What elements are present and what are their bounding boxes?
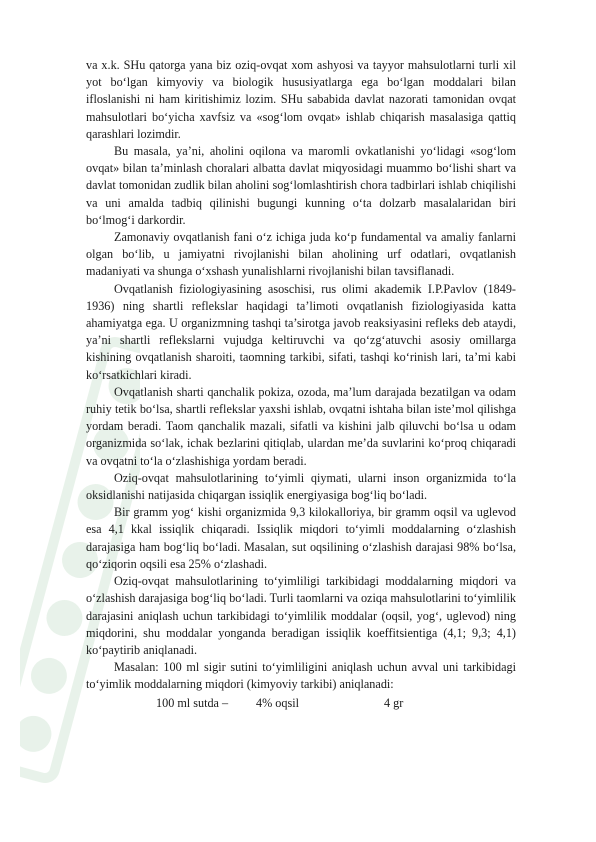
paragraph-3: Zamonaviy ovqatlanish fani o‘z ichiga juda ko‘p fundamental va amaliy fanlarni olgan bo‘lib, u jamiyatni rivojlanishi bilan aholining urf odatlari, ovqatlanish madaniyati va shunga o‘xshash yunalishlarni rivojlanishi bilan tavsiflanadi. xyxy=(86,230,516,279)
paragraph-5: Ovqatlanish sharti qanchalik pokiza, ozoda, ma’lum darajada bezatilgan va odam ruhiy tetik bo‘lsa, shartli reflekslar yaxshi ishlab, ovqatni ishtaha bilan iste’mol qilishga yordam beradi. Taom qanchalik mazali, sifatli va kishini jalb qiluvchi bo‘lsa u odam organizmida so‘lak, ichak bezlarini qitiqlab, ulardan me’da suvlarini ko‘proq chiqaradi va ovqatni to‘la o‘zlashishiga yordam beradi. xyxy=(86,384,516,468)
composition-row xyxy=(86,695,516,712)
paragraph-4: Ovqatlanish fiziologiyasining asoschisi, rus olimi akademik I.P.Pavlov (1849-1936) ning shartli reflekslar haqidagi ta’limoti ovqatlanish fiziologiyasida katta ahamiyatga ega. U organizmning tashqi ta’sirotga javob reaksiyasini refleks deb ataydi, ya’ni shartli reflekslarni vujudga keltiruvchi va qo‘zg‘atuvchi asosiy omillarga kishining ovqatlanish sharoiti, taomning tarkibi, sifati, tashqi ko‘rinish lari, ta’mi kabi ko‘rsatkichlari kiradi. xyxy=(86,281,516,382)
paragraph-7: Bir gramm yog‘ kishi organizmida 9,3 kilokalloriya, bir gramm oqsil va uglevod esa 4,1 kkal issiqlik chiqaradi. Issiqlik miqdori to‘yimli moddalarning o‘zlashish darajasiga ham bog‘liq bo‘ladi. Masalan, sut oqsilining o‘zlashish darajasi 98% bo‘lsa, qo‘ziqorin oqsili esa 25% o‘zlashadi. xyxy=(86,505,516,571)
composition-label: 100 ml sutda – xyxy=(156,695,229,710)
composition-component: 4% oqsil xyxy=(256,695,299,710)
paragraph-6: Oziq-ovqat mahsulotlarining to‘yimli qiymati, ularni inson organizmida to‘la oksidlanishi natijasida chiqargan issiqlik energiyasiga bog‘liq bo‘ladi. xyxy=(86,470,516,503)
document-body xyxy=(86,57,516,712)
paragraph-2: Bu masala, ya’ni, aholini oqilona va maromli ovkatlanishi yo‘lidagi «sog‘lom ovqat» bilan ta’minlash choralari albatta davlat miqyosidagi muammo bo‘lishi shart va davlat tomonidan zudlik bilan aholini sog‘lomlashtirish chora tadbirlari ishlab chiqilishi va uni amalda tadbiq qilinishi bugungi kunning o‘ta dolzarb masalalaridan biri bo‘lmog‘i darkordir. xyxy=(86,144,516,227)
paragraph-8: Oziq-ovqat mahsulotlarining to‘yimliligi tarkibidagi moddalarning miqdori va o‘zlashish darajasiga bog‘liq bo‘ladi. Turli taomlarni va oziqa mahsulotlarini to‘yimlilik darajasini aniqlash uchun tarkibidagi to‘yimlilik moddalar (oqsil, yog‘, uglevod) ning miqdorini, shu moddalar yonganda beradigan issiqlik koeffitsientiga (4,1; 9,3; 4,1) ko‘paytirib aniqlanadi. xyxy=(86,574,516,657)
composition-amount: 4 gr xyxy=(384,695,404,710)
paragraph-1: va x.k. SHu qatorga yana biz oziq-ovqat xom ashyosi va tayyor mahsulotlarni turli xil yot bo‘lgan kimyoviy va biologik hususiyatlarga ega bo‘lgan moddalari bilan ifloslanishi ni ham kiritishimiz lozim. SHu sababida davlat nazorati tamonidan ovqat mahsulotlari bo‘yicha xavfsiz va «sog‘lom ovqat» ishlab chiqarish masalasiga qattiq qarashlari lozimdir. xyxy=(86,58,516,141)
paragraph-9: Masalan: 100 ml sigir sutini to‘yimliligini aniqlash uchun avval uni tarkibidagi to‘yimlik moddalarning miqdori (kimyoviy tarkibi) aniqlanadi: xyxy=(86,660,516,692)
